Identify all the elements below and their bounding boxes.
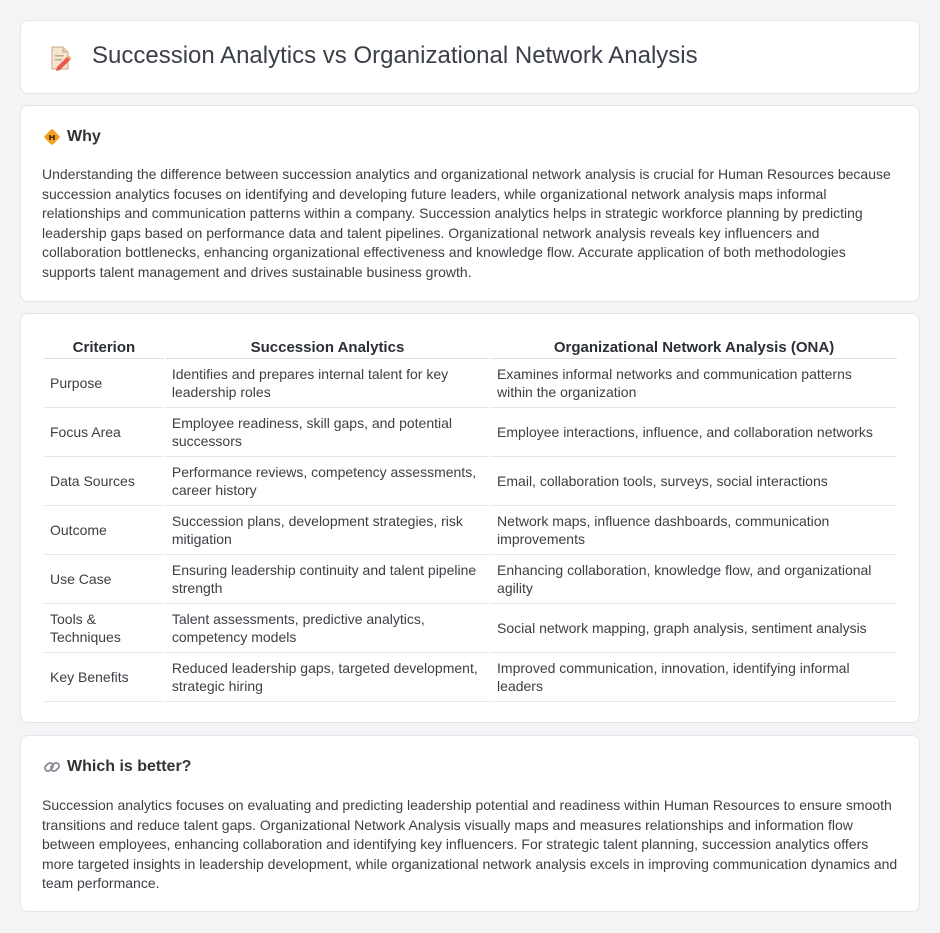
which-is-better-section [20, 735, 920, 912]
succession-cell: Reduced leadership gaps, targeted development, strategic hiring [166, 653, 489, 702]
criterion-cell: Use Case [44, 555, 164, 604]
criterion-cell: Focus Area [44, 408, 164, 457]
why-text: Understanding the difference between succession analytics and organizational network analysis is crucial for Human Resources because succession analytics focuses on identifying and developing future leaders, while organizational network analysis maps informal relationships and communication patterns within a company. Succession analytics helps in strategic workforce planning by predicting leadership gaps based on performance data and talent pipelines. Organizational network analysis reveals key influencers and collaboration bottlenecks, enhancing organizational effectiveness and knowledge flow. Accurate application of both methodologies supports talent management and drives sustainable business growth. [42, 166, 891, 280]
succession-cell: Ensuring leadership continuity and talent pipeline strength [166, 555, 489, 604]
better-heading [43, 758, 191, 776]
why-heading [43, 128, 101, 146]
link-icon [43, 758, 61, 776]
criterion-cell: Outcome [44, 506, 164, 555]
ona-cell: Employee interactions, influence, and collaboration networks [491, 408, 897, 457]
table-row [44, 506, 897, 555]
criterion-cell: Purpose [44, 359, 164, 408]
column-header: Criterion [44, 334, 164, 359]
succession-cell: Talent assessments, predictive analytics, competency models [166, 604, 489, 653]
succession-cell: Employee readiness, skill gaps, and potential successors [166, 408, 489, 457]
criterion-cell: Key Benefits [44, 653, 164, 702]
table-row [44, 653, 897, 702]
criterion-cell: Tools & Techniques [44, 604, 164, 653]
better-title: Which is better? [67, 758, 192, 775]
comparison-table [42, 334, 899, 702]
table-row [44, 408, 897, 457]
succession-cell: Identifies and prepares internal talent for key leadership roles [166, 359, 489, 408]
header-card [20, 20, 920, 94]
table-row [44, 457, 897, 506]
succession-cell: Succession plans, development strategies, risk mitigation [166, 506, 489, 555]
document-pencil-icon [47, 45, 73, 71]
diamond-sign-icon [43, 128, 61, 146]
ona-cell: Social network mapping, graph analysis, sentiment analysis [491, 604, 897, 653]
column-header: Organizational Network Analysis (ONA) [491, 334, 897, 359]
ona-cell: Enhancing collaboration, knowledge flow, and organizational agility [491, 555, 897, 604]
table-row [44, 555, 897, 604]
succession-cell: Performance reviews, competency assessments, career history [166, 457, 489, 506]
why-section [20, 105, 920, 302]
why-title: Why [67, 128, 101, 145]
criterion-cell: Data Sources [44, 457, 164, 506]
ona-cell: Examines informal networks and communication patterns within the organization [491, 359, 897, 408]
ona-cell: Network maps, influence dashboards, communication improvements [491, 506, 897, 555]
column-header: Succession Analytics [166, 334, 489, 359]
table-row [44, 359, 897, 408]
comparison-table-card [20, 313, 920, 723]
table-header-row [44, 334, 897, 359]
ona-cell: Email, collaboration tools, surveys, social interactions [491, 457, 897, 506]
page-title: Succession Analytics vs Organizational Network Analysis [92, 42, 698, 69]
ona-cell: Improved communication, innovation, identifying informal leaders [491, 653, 897, 702]
table-row [44, 604, 897, 653]
better-text: Succession analytics focuses on evaluating and predicting leadership potential and readiness within Human Resources to ensure smooth transitions and reduce talent gaps. Organizational Network Analysis visually maps and measures relationships and information flow between employees, enhancing collaboration and identifying key influencers. For strategic talent planning, succession analytics offers more targeted insights in leadership development, while organizational network analysis excels in improving communication dynamics and team performance. [42, 797, 898, 891]
